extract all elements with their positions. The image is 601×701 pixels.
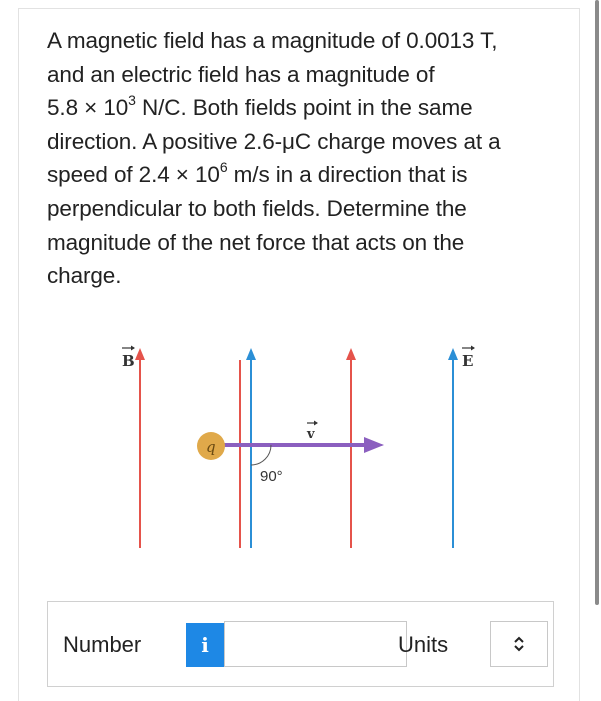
question-line: and an electric field has a magnitude of [47, 61, 435, 87]
question-text [47, 24, 547, 293]
question-line: charge. [47, 263, 122, 289]
charge-label: q [206, 438, 216, 456]
e-arrowhead [246, 348, 256, 360]
units-label: Units [398, 632, 449, 657]
field-diagram [110, 340, 490, 560]
b-arrowhead [135, 348, 145, 360]
e-arrowhead [448, 348, 458, 360]
b-label-text: B [122, 352, 135, 370]
b-field-lines [135, 348, 356, 548]
question-line: speed of $2.4 \times 10^6$ m/s in a direction that is [47, 158, 468, 188]
velocity-vector [212, 437, 384, 453]
v-label [306, 421, 318, 443]
v-label-text: v [307, 427, 315, 442]
units-dropdown[interactable] [490, 621, 548, 667]
question-line: direction. A positive 2.6-μC charge moves at a [47, 128, 501, 154]
number-label: Number [63, 632, 142, 657]
question-line: A magnetic field has a magnitude of 0.0013 T, [47, 28, 498, 53]
question-line: magnitude of the net force that acts on the [47, 229, 465, 255]
velocity-arrowhead [364, 437, 384, 453]
question-line: perpendicular to both fields. Determine the [47, 195, 467, 221]
charge-q [197, 432, 225, 460]
info-button[interactable]: i [186, 623, 224, 667]
e-label-text: E [462, 352, 474, 370]
number-input[interactable] [224, 621, 407, 667]
question-line: $5.8 \times 10^3$ N/C. Both fields point in the same [47, 91, 473, 121]
angle-label: 90° [260, 468, 283, 485]
angle-arc [251, 445, 271, 465]
scrollbar[interactable] [595, 0, 599, 605]
e-label [462, 346, 475, 371]
answer-row [47, 601, 554, 687]
b-arrowhead [346, 348, 356, 360]
b-label [122, 346, 135, 371]
chevron-up-down-icon [512, 636, 526, 652]
